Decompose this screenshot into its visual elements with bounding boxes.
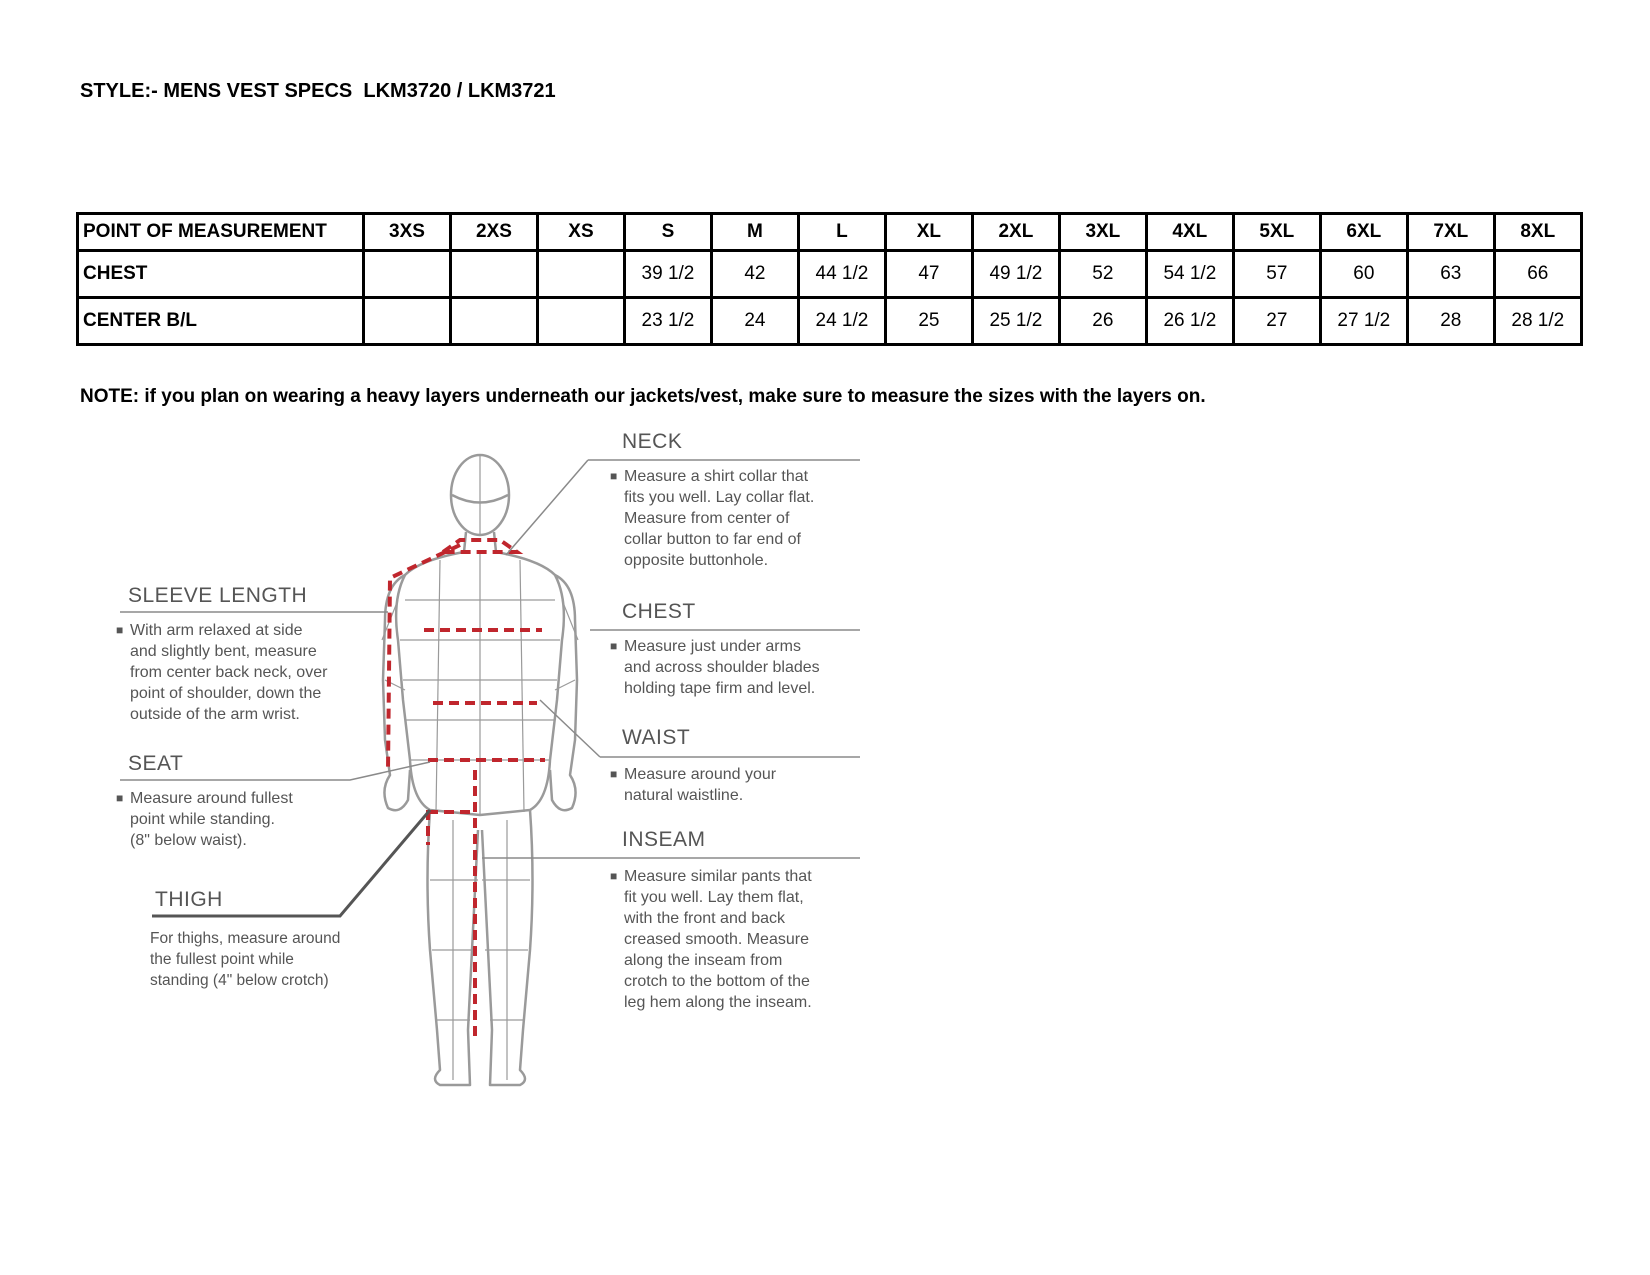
seat-heading: SEAT bbox=[128, 752, 184, 775]
chest-heading: CHEST bbox=[622, 600, 696, 623]
row-label-chest: CHEST bbox=[78, 251, 364, 298]
inseam-heading: INSEAM bbox=[622, 828, 706, 851]
table-cell: 23 1/2 bbox=[624, 298, 711, 345]
column-header-7xl: 7XL bbox=[1407, 214, 1494, 251]
page-title: STYLE:- MENS VEST SPECS LKM3720 / LKM3721 bbox=[80, 80, 556, 102]
table-cell: 57 bbox=[1233, 251, 1320, 298]
table-cell: 26 bbox=[1059, 298, 1146, 345]
chest-description: ■ Measure just under arms and across shoulder blades holding tape firm and level. bbox=[610, 638, 820, 697]
table-cell: 42 bbox=[711, 251, 798, 298]
mannequin-outline bbox=[382, 455, 578, 1085]
column-header-4xl: 4XL bbox=[1146, 214, 1233, 251]
inseam-description: ■ Measure similar pants that fit you well. Lay them flat, with the front and back creased smooth. Measure along the inseam from crotch to the bottom of the leg hem along the inseam. bbox=[610, 868, 812, 1011]
waist-text: Measure around your natural waistline. bbox=[624, 766, 777, 804]
column-header-m: M bbox=[711, 214, 798, 251]
table-cell: 52 bbox=[1059, 251, 1146, 298]
inseam-text: Measure similar pants that fit you well. Lay them flat, with the front and back creased smooth. Measure along the inseam from crotch to the bottom of the leg hem along the inseam. bbox=[624, 868, 812, 1011]
table-cell: 24 1/2 bbox=[798, 298, 885, 345]
waist-description: ■ Measure around your natural waistline. bbox=[610, 766, 777, 804]
column-header-point-of-measurement: POINT OF MEASUREMENT bbox=[78, 214, 364, 251]
table-cell: 60 bbox=[1320, 251, 1407, 298]
waist-heading: WAIST bbox=[622, 726, 691, 749]
sleeve-length-text: With arm relaxed at side and slightly bent, measure from center back neck, over point of shoulder, down the outside of the arm wrist. bbox=[130, 622, 328, 723]
table-cell: 66 bbox=[1494, 251, 1581, 298]
column-header-3xl: 3XL bbox=[1059, 214, 1146, 251]
table-cell: 49 1/2 bbox=[972, 251, 1059, 298]
neck-heading: NECK bbox=[622, 430, 683, 453]
table-cell: 47 bbox=[885, 251, 972, 298]
column-header-l: L bbox=[798, 214, 885, 251]
table-cell: 27 1/2 bbox=[1320, 298, 1407, 345]
table-cell: 63 bbox=[1407, 251, 1494, 298]
table-cell: 26 1/2 bbox=[1146, 298, 1233, 345]
waist-leader-line bbox=[540, 700, 860, 757]
column-header-5xl: 5XL bbox=[1233, 214, 1320, 251]
thigh-description bbox=[150, 928, 340, 991]
table-cell: 25 bbox=[885, 298, 972, 345]
neck-text: Measure a shirt collar that fits you well. Lay collar flat. Measure from center of collar button to far end of opposite buttonhole. bbox=[624, 468, 815, 569]
column-header-3xs: 3XS bbox=[364, 214, 451, 251]
table-cell: 44 1/2 bbox=[798, 251, 885, 298]
thigh-text: For thighs, measure around the fullest point while standing (4" below crotch) bbox=[150, 930, 341, 989]
chest-text: Measure just under arms and across shoulder blades holding tape firm and level. bbox=[624, 638, 820, 697]
neck-description: ■ Measure a shirt collar that fits you well. Lay collar flat. Measure from center of collar button to far end of opposite buttonhole. bbox=[610, 468, 815, 569]
column-header-2xl: 2XL bbox=[972, 214, 1059, 251]
sleeve-length-description: ■ With arm relaxed at side and slightly bent, measure from center back neck, over point of shoulder, down the outside of the arm wrist. bbox=[116, 622, 328, 723]
table-cell: 25 1/2 bbox=[972, 298, 1059, 345]
seat-text: Measure around fullest point while standing. (8" below waist). bbox=[130, 790, 293, 849]
row-label-center-bl: CENTER B/L bbox=[78, 298, 364, 345]
thigh-measure-line bbox=[428, 810, 475, 845]
table-cell: 39 1/2 bbox=[624, 251, 711, 298]
thigh-heading: THIGH bbox=[155, 888, 223, 911]
column-header-8xl: 8XL bbox=[1494, 214, 1581, 251]
table-cell: 24 bbox=[711, 298, 798, 345]
layering-note: NOTE: if you plan on wearing a heavy layers underneath our jackets/vest, make sure to measure the sizes with the layers on. bbox=[80, 386, 1206, 407]
table-cell: 28 1/2 bbox=[1494, 298, 1581, 345]
table-cell: 27 bbox=[1233, 298, 1320, 345]
column-header-s: S bbox=[624, 214, 711, 251]
column-header-6xl: 6XL bbox=[1320, 214, 1407, 251]
sleeve-length-heading: SLEEVE LENGTH bbox=[128, 584, 308, 607]
column-header-2xs: 2XS bbox=[450, 214, 537, 251]
column-header-xs: XS bbox=[537, 214, 624, 251]
seat-description: ■ Measure around fullest point while standing. (8" below waist). bbox=[116, 790, 293, 849]
table-cell: 28 bbox=[1407, 298, 1494, 345]
column-header-xl: XL bbox=[885, 214, 972, 251]
table-cell: 54 1/2 bbox=[1146, 251, 1233, 298]
